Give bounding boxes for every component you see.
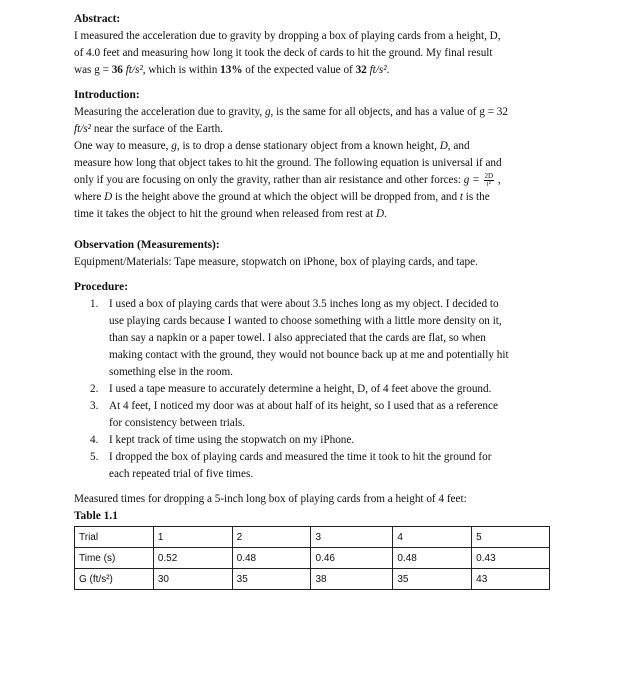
intro-text: where xyxy=(74,191,105,203)
table-cell: 0.48 xyxy=(232,548,311,569)
table-cell: 35 xyxy=(232,569,311,590)
step-line: something else in the room. xyxy=(109,366,233,378)
step-line: for consistency between trials. xyxy=(109,417,246,429)
table-cell: 0.52 xyxy=(153,548,232,569)
intro-text: is the height above the ground at which the object will be dropped from, and xyxy=(112,191,460,203)
d-symbol: D xyxy=(439,140,448,152)
table-cell: 0.46 xyxy=(311,548,393,569)
table-row xyxy=(75,548,550,569)
table-caption: Measured times for dropping a 5-inch long box of playing cards from a height of 4 feet: xyxy=(74,493,467,505)
intro-line-2 xyxy=(74,121,564,138)
measurements-table xyxy=(74,526,550,590)
step-number: 2. xyxy=(90,383,99,395)
procedure-list xyxy=(90,296,564,483)
procedure-step xyxy=(90,296,564,381)
intro-text: . xyxy=(384,208,387,220)
observation-heading: Observation (Measurements): xyxy=(74,239,220,251)
intro-line-4: measure how long that object takes to hit the ground. The following equation is universal if and xyxy=(74,157,502,169)
g-symbol: g xyxy=(171,140,177,152)
step-line: I used a tape measure to accurately determine a height, D, of 4 feet above the ground. xyxy=(109,383,492,395)
intro-line-5 xyxy=(74,172,564,189)
procedure-step xyxy=(90,381,564,398)
abstract-text: , which is within xyxy=(142,64,221,76)
intro-text: only if you are focusing on only the gravity, rather than air resistance and other forces: xyxy=(74,174,464,186)
step-line: making contact with the ground, they would not bounce back up at me and potentially hit xyxy=(109,349,509,361)
abstract-line-3 xyxy=(74,62,564,79)
intro-text: , is to drop a dense stationary object from a known height, xyxy=(176,140,440,152)
table-cell: 0.43 xyxy=(472,548,550,569)
table-cell: Trial xyxy=(75,527,154,548)
equation-numerator: 2D xyxy=(484,171,494,180)
intro-text: time it takes the object to hit the ground when released from rest at xyxy=(74,208,376,220)
intro-line-3 xyxy=(74,138,564,155)
procedure-section xyxy=(74,279,564,483)
step-line: use playing cards because I wanted to choose something with a little more density on it, xyxy=(109,315,502,327)
expected-value: 32 xyxy=(355,64,367,76)
t-symbol: t xyxy=(459,191,463,203)
table-title: Table 1.1 xyxy=(74,510,118,522)
abstract-section xyxy=(74,11,564,79)
unit-text: ft/s² xyxy=(369,64,387,76)
table-cell: 4 xyxy=(393,527,472,548)
equation-lhs: g = xyxy=(463,174,483,186)
abstract-text: was g = xyxy=(74,64,112,76)
intro-line-1 xyxy=(74,104,564,121)
table-row xyxy=(75,527,550,548)
table-cell: 43 xyxy=(472,569,550,590)
d-symbol: D xyxy=(375,208,385,220)
procedure-step xyxy=(90,398,564,432)
intro-text: , is the same for all objects, and has a value of g = 32 xyxy=(270,106,508,118)
percent-value: 13% xyxy=(220,64,243,76)
step-number: 1. xyxy=(90,298,99,310)
introduction-section xyxy=(74,87,564,223)
step-number: 3. xyxy=(90,400,99,412)
intro-text: near the surface of the Earth. xyxy=(91,123,224,135)
intro-text: , xyxy=(495,174,501,186)
step-line: I used a box of playing cards that were about 3.5 inches long as my object. I decided to xyxy=(109,298,499,310)
step-number: 4. xyxy=(90,434,99,446)
equipment-line: Equipment/Materials: Tape measure, stopwatch on iPhone, box of playing cards, and tape. xyxy=(74,256,478,268)
abstract-text: of the expected value of xyxy=(242,64,356,76)
table-row xyxy=(75,569,550,590)
intro-text: Measuring the acceleration due to gravity, xyxy=(74,106,265,118)
abstract-heading: Abstract: xyxy=(74,13,121,25)
step-line: each repeated trial of five times. xyxy=(109,468,254,480)
equation-fraction xyxy=(484,173,495,188)
d-symbol: D xyxy=(104,191,113,203)
table-cell: 38 xyxy=(311,569,393,590)
step-line: I dropped the box of playing cards and measured the time it took to hit the ground for xyxy=(109,451,492,463)
table-cell: 30 xyxy=(153,569,232,590)
table-cell: 2 xyxy=(232,527,311,548)
introduction-heading: Introduction: xyxy=(74,89,140,101)
table-cell: G (ft/s²) xyxy=(75,569,154,590)
table-cell: 1 xyxy=(153,527,232,548)
intro-text: One way to measure, xyxy=(74,140,172,152)
abstract-line-2: of 4.0 feet and measuring how long it took the deck of cards to hit the ground. My final result xyxy=(74,47,493,59)
abstract-text: . xyxy=(386,64,390,76)
unit-text: ft/s² xyxy=(74,123,92,135)
step-number: 5. xyxy=(90,451,99,463)
equation-denominator: t² xyxy=(486,179,491,188)
table-cell: 0.48 xyxy=(393,548,472,569)
procedure-heading: Procedure: xyxy=(74,281,128,293)
intro-text: is the xyxy=(463,191,490,203)
procedure-step xyxy=(90,449,564,483)
result-value: 36 xyxy=(111,64,123,76)
step-line: I kept track of time using the stopwatch on my iPhone. xyxy=(109,434,355,446)
table-cell: Time (s) xyxy=(75,548,154,569)
intro-line-6 xyxy=(74,189,564,206)
abstract-line-1: I measured the acceleration due to gravity by dropping a box of playing cards from a height, D, xyxy=(74,30,501,42)
table-caption-section xyxy=(74,491,564,525)
table-cell: 3 xyxy=(311,527,393,548)
intro-text: , and xyxy=(447,140,470,152)
procedure-step xyxy=(90,432,564,449)
unit-text: ft/s² xyxy=(125,64,143,76)
step-line: than say a napkin or a paper towel. I also appreciated that the cards are flat, so when xyxy=(109,332,486,344)
g-symbol: g xyxy=(264,106,271,118)
table-cell: 5 xyxy=(472,527,550,548)
step-line: At 4 feet, I noticed my door was at about half of its height, so I used that as a reference xyxy=(109,400,498,412)
observation-section xyxy=(74,237,564,271)
intro-line-7 xyxy=(74,206,564,223)
table-cell: 35 xyxy=(393,569,472,590)
